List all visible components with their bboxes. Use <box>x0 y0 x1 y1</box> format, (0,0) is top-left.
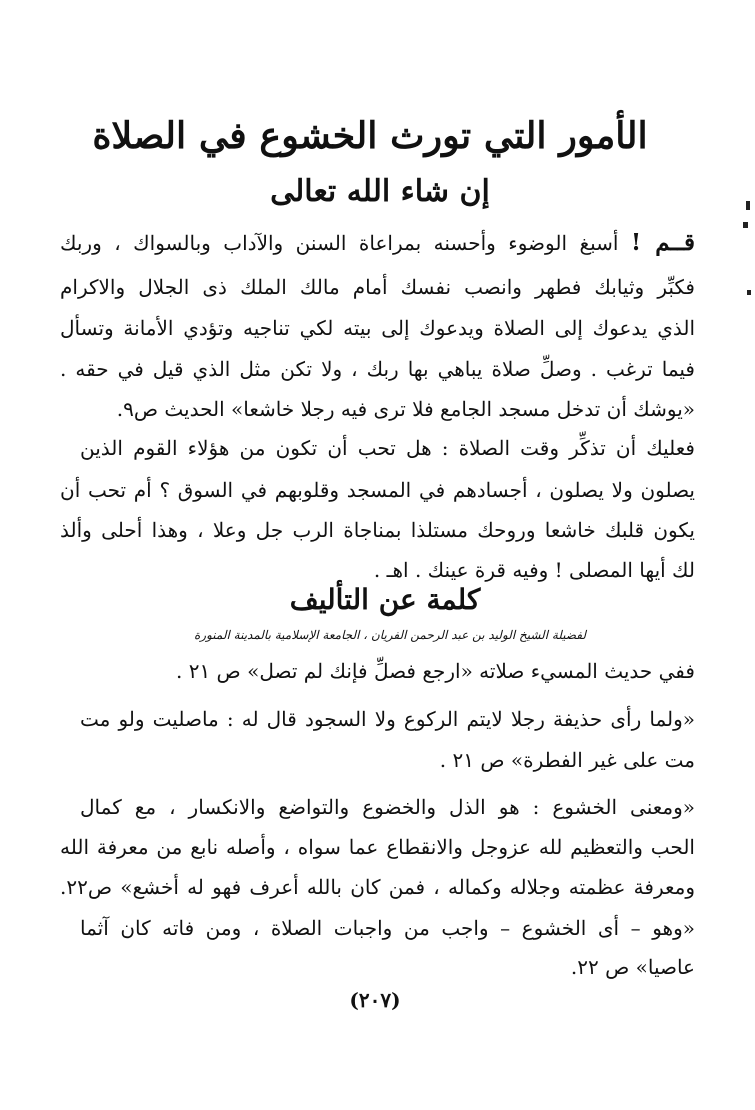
page-subtitle: إن شاء الله تعالى <box>270 174 490 209</box>
paragraph-line: الذي يدعوك إلى الصلاة ويدعوك إلى بيته لكي تناجيه وتؤدي الأمانة وتسأل <box>60 316 695 340</box>
body-line: ومعرفة عظمته وجلاله وكماله ، فمن كان بالله أعرف فهو له أخشع» ص٢٢. <box>60 875 695 899</box>
paragraph-line: لك أيها المصلى ! وفيه قرة عينك . اهـ . <box>373 558 695 582</box>
body-line: ففي حديث المسيء صلاته «ارجع فصلِّ فإنك لم تصل» ص ٢١ . <box>176 659 695 683</box>
margin-mark <box>747 290 751 295</box>
lead-word: قــم ! <box>630 229 695 256</box>
body-line: «ومعنى الخشوع : هو الذل والخضوع والتواضع والانكسار ، مع كمال <box>80 795 695 819</box>
body-line: عاصيا» ص ٢٢. <box>570 955 695 979</box>
page-number: (٢٠٧) <box>349 988 401 1012</box>
body-line: «ولما رأى حذيفة رجلا لايتم الركوع ولا السجود قال له : ماصليت ولو مت <box>80 707 695 731</box>
body-line: «وهو – أى الخشوع – واجب من واجبات الصلاة ، ومن فاته كان آثما <box>80 916 695 940</box>
margin-mark <box>743 222 748 228</box>
paragraph-line: يكون قلبك خاشعا وروحك مستلذا بمناجاة الرب جل وعلا ، وهذا أحلى وألذ <box>60 518 695 542</box>
paragraph-line: فيما ترغب . وصلِّ صلاة يباهي بها ربك ، ولا تكن مثل الذي قيل في حقه . <box>60 357 695 381</box>
margin-mark <box>746 201 750 210</box>
paragraph-line: فكبِّر وثيابك فطهر وانصب نفسك أمام مالك الملك ذى الجلال والاكرام <box>60 275 695 299</box>
paragraph-line: يصلون ولا يصلون ، أجسادهم في المسجد وقلوبهم في السوق ؟ أم تحب أن <box>60 478 695 502</box>
paragraph-line: قــم ! أسبغ الوضوء وأحسنه بمراعاة السنن والآداب وبالسواك ، وربك <box>60 229 695 256</box>
body-line: مت على غير الفطرة» ص ٢١ . <box>439 748 695 772</box>
section-title: كلمة عن التأليف <box>289 583 481 616</box>
page-title: الأمور التي تورث الخشوع في الصلاة <box>92 114 648 157</box>
paragraph-line: «يوشك أن تدخل مسجد الجامع فلا ترى فيه رجلا خاشعا» الحديث ص٩. <box>116 397 695 421</box>
author-credit: لفضيلة الشيخ الوليد بن عبد الرحمن الفريان ، الجامعة الإسلامية بالمدينة المنورة <box>194 628 586 642</box>
paragraph-line: فعليك أن تذكِّر وقت الصلاة : هل تحب أن تكون من هؤلاء القوم الذين <box>80 436 695 460</box>
body-line: الحب والتعظيم لله عزوجل والانقطاع عما سواه ، وأصله نابع من معرفة الله <box>60 835 695 859</box>
